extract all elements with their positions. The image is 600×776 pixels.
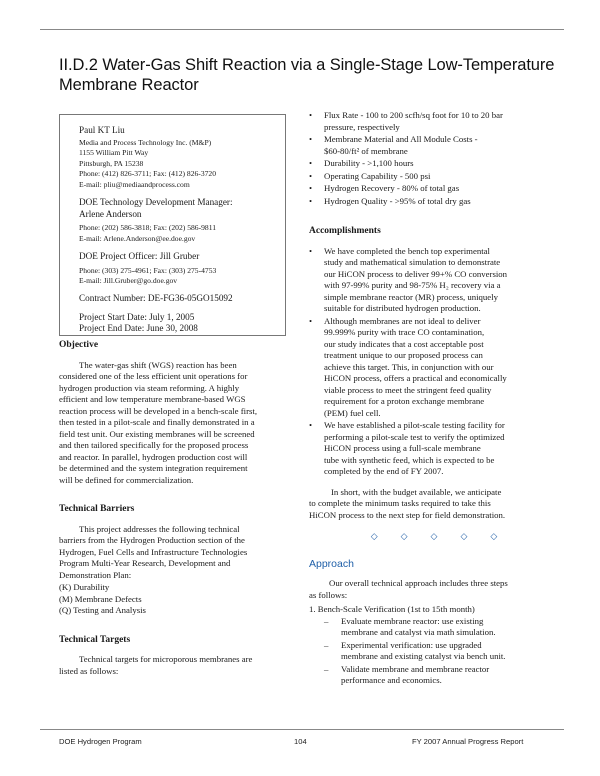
list-item xyxy=(309,171,559,183)
technical-targets-heading: Technical Targets xyxy=(59,634,131,645)
contact-box xyxy=(59,114,286,336)
text-line: hydrogen production via steam reforming. A highly xyxy=(59,382,240,393)
text-line: In short, with the budget available, we anticipate xyxy=(331,486,502,497)
project-start-date: Project Start Date: July 1, 2005 xyxy=(79,311,195,322)
text-line: • Although membranes are not ideal to deliver xyxy=(324,315,481,326)
approach-step-1: 1. Bench-Scale Verification (1st to 15th month) xyxy=(309,604,475,614)
text-line: membrane and catalyst via math simulation. xyxy=(341,627,496,637)
barrier-item: (Q) Testing and Analysis xyxy=(59,605,146,615)
barrier-item: (M) Membrane Defects xyxy=(59,593,142,604)
barrier-item: (K) Durability xyxy=(59,582,110,592)
text-line: to complete the minimum tasks required to take this xyxy=(309,498,491,508)
text-line: Demonstration Plan: xyxy=(59,569,132,580)
list-item xyxy=(309,616,559,639)
text-line: • Operating Capability - 500 psi xyxy=(324,170,431,181)
list-item xyxy=(309,316,559,420)
diamond-icon: ◇ xyxy=(490,531,498,541)
text-line: tube with synthetic feed, which is expected to be xyxy=(324,454,495,465)
doe-tdm-phone: Phone: (202) 586-3818; Fax: (202) 586-9811 xyxy=(79,223,217,233)
text-line: 99.999% purity with trace CO contamination, xyxy=(324,327,485,337)
text-line: • Durability - >1,100 hours xyxy=(324,158,414,168)
doe-po-email: E-mail: Jill.Gruber@go.doe.gov xyxy=(79,276,178,286)
diamond-icon: ◇ xyxy=(400,531,408,541)
text-line: • We have established a pilot-scale testing facility for xyxy=(324,420,505,430)
text-line: – Evaluate membrane reactor: use existing xyxy=(341,615,484,626)
approach-substeps xyxy=(309,616,559,687)
text-line: efficient and low temperature membrane-based WGS xyxy=(59,394,246,404)
text-line: barriers from the Hydrogen Production section of the xyxy=(59,535,245,545)
text-line: will be defined for commercialization. xyxy=(59,474,194,485)
text-line: field test unit. Our existing membranes will be screened xyxy=(59,428,255,439)
project-end-date: Project End Date: June 30, 2008 xyxy=(79,323,198,334)
text-line: treatment unique to our proposed process can xyxy=(324,350,483,360)
doe-po-phone: Phone: (303) 275-4961; Fax: (303) 275-4753 xyxy=(79,265,217,275)
page-title xyxy=(59,55,559,95)
text-line: considered one of the less efficient unit operations for xyxy=(59,371,248,381)
text-line: our HiCON process to deliver 99+% CO conversion xyxy=(324,268,508,279)
list-item xyxy=(309,420,559,478)
list-item xyxy=(309,183,559,195)
approach-heading: Approach xyxy=(309,557,354,570)
text-line: membrane and existing catalyst via bench unit. xyxy=(341,651,506,661)
objective-heading: Objective xyxy=(59,340,99,350)
text-line: listed as follows: xyxy=(59,665,119,676)
text-line: (PEM) fuel cell. xyxy=(324,407,381,418)
accomplishments-heading: Accomplishments xyxy=(309,226,381,236)
section-divider xyxy=(309,531,559,543)
doe-project-officer: DOE Project Officer: Jill Gruber xyxy=(79,251,200,262)
footer-program: DOE Hydrogen Program xyxy=(59,737,142,746)
diamond-icon: ◇ xyxy=(430,531,438,541)
right-column xyxy=(309,110,559,688)
text-line: study and mathematical simulation to demonstrate xyxy=(324,257,501,267)
objective-text xyxy=(59,360,291,487)
diamond-icon: ◇ xyxy=(370,531,378,541)
text-line: requirement for a proton exchange membrane xyxy=(324,396,485,406)
text-line: completed by the end of FY 2007. xyxy=(324,466,444,476)
text-line: • Hydrogen Quality - >95% of total dry gas xyxy=(324,195,471,206)
text-line: simple membrane reactor (MR) process, uniquely xyxy=(324,291,498,302)
contract-number: Contract Number: DE-FG36-05GO15092 xyxy=(79,293,233,304)
list-item xyxy=(309,196,559,208)
text-line: reaction process will be developed in a bench-scale first, xyxy=(59,405,258,416)
top-rule xyxy=(40,29,564,30)
left-column xyxy=(59,340,291,677)
list-item xyxy=(309,134,559,157)
text-line: be determined and the system integration requirement xyxy=(59,463,248,473)
title-line-2: Membrane Reactor xyxy=(59,76,199,94)
text-line: Program Multi-Year Research, Development and xyxy=(59,558,231,568)
footer-report: FY 2007 Annual Progress Report xyxy=(412,737,524,746)
text-line: HiCON process using a full-scale membrane xyxy=(324,443,481,453)
text-line: pressure, respectively xyxy=(324,121,400,132)
text-line: • Hydrogen Recovery - 80% of total gas xyxy=(324,183,460,193)
list-item xyxy=(309,246,559,315)
text-line: Our overall technical approach includes three steps xyxy=(329,578,508,588)
list-item xyxy=(309,664,559,687)
text-line: HiCON process, offers a practical and economically xyxy=(324,373,507,383)
contact-company: Media and Process Technology Inc. (M&P) xyxy=(79,138,212,147)
text-line: performance and economics. xyxy=(341,675,442,685)
list-item xyxy=(309,110,559,133)
text-line: • We have completed the bench top experimental xyxy=(324,245,490,256)
diamond-icon: ◇ xyxy=(460,531,468,541)
accomplishments-list xyxy=(309,246,559,478)
technical-barriers-heading: Technical Barriers xyxy=(59,504,135,514)
contact-address-2: Pittsburgh, PA 15238 xyxy=(79,158,144,168)
text-line: Hydrogen, Fuel Cells and Infrastructure Technologies xyxy=(59,546,248,557)
text-line: • Flux Rate - 100 to 200 scfh/sq foot for 10 to 20 bar xyxy=(324,110,503,120)
text-line: our study indicates that a cost acceptable post xyxy=(324,338,484,349)
contact-address-1: 1155 William Pitt Way xyxy=(79,148,149,158)
text-line: • Membrane Material and All Module Costs - xyxy=(324,134,478,144)
text-line: then tested in a pilot-scale and finally demonstrated in a xyxy=(59,417,255,427)
list-item xyxy=(309,640,559,663)
text-line: and reactor. In parallel, hydrogen production cost will xyxy=(59,451,248,462)
text-line: with 97-99% purity and 98-75% H₂ recovery via a xyxy=(324,280,501,290)
title-line-1: II.D.2 Water-Gas Shift Reaction via a Single-Stage Low-Temperature xyxy=(59,56,555,74)
text-line: $60-80/ft² of membrane xyxy=(324,145,408,156)
contact-name: Paul KT Liu xyxy=(79,125,125,135)
text-line: Technical targets for microporous membranes are xyxy=(79,654,253,664)
text-line: – Experimental verification: use upgraded xyxy=(341,639,482,650)
barriers-intro xyxy=(59,524,291,582)
text-line: suitable for distributed hydrogen production. xyxy=(324,303,481,313)
doe-tdm-email: E-mail: Arlene.Anderson@ee.doe.gov xyxy=(79,233,196,243)
text-line: and then tailored specifically for the proposed process xyxy=(59,440,249,450)
list-item xyxy=(309,158,559,170)
text-line: This project addresses the following technical xyxy=(79,523,240,534)
doe-tdm-name: Arlene Anderson xyxy=(79,208,142,219)
text-line: HiCON process to the next step for field demonstration. xyxy=(309,509,506,520)
targets-list xyxy=(309,110,559,207)
footer-page-number: 104 xyxy=(294,737,307,746)
text-line: – Validate membrane and membrane reactor xyxy=(341,663,490,674)
contact-phone: Phone: (412) 826-3711; Fax: (412) 826-3720 xyxy=(79,169,217,179)
text-line: as follows: xyxy=(309,589,348,600)
text-line: performing a pilot-scale test to verify the optimized xyxy=(324,431,505,442)
doe-tdm-title: DOE Technology Development Manager: xyxy=(79,197,233,208)
footer-rule xyxy=(40,729,564,730)
text-line: achieve this target. This, in conjunction with our xyxy=(324,361,494,372)
text-line: The water-gas shift (WGS) reaction has been xyxy=(79,359,237,370)
text-line: viable process to meet the stringent feed quality xyxy=(324,384,492,395)
contact-email: E-mail: pliu@mediaandprocess.com xyxy=(79,179,190,189)
